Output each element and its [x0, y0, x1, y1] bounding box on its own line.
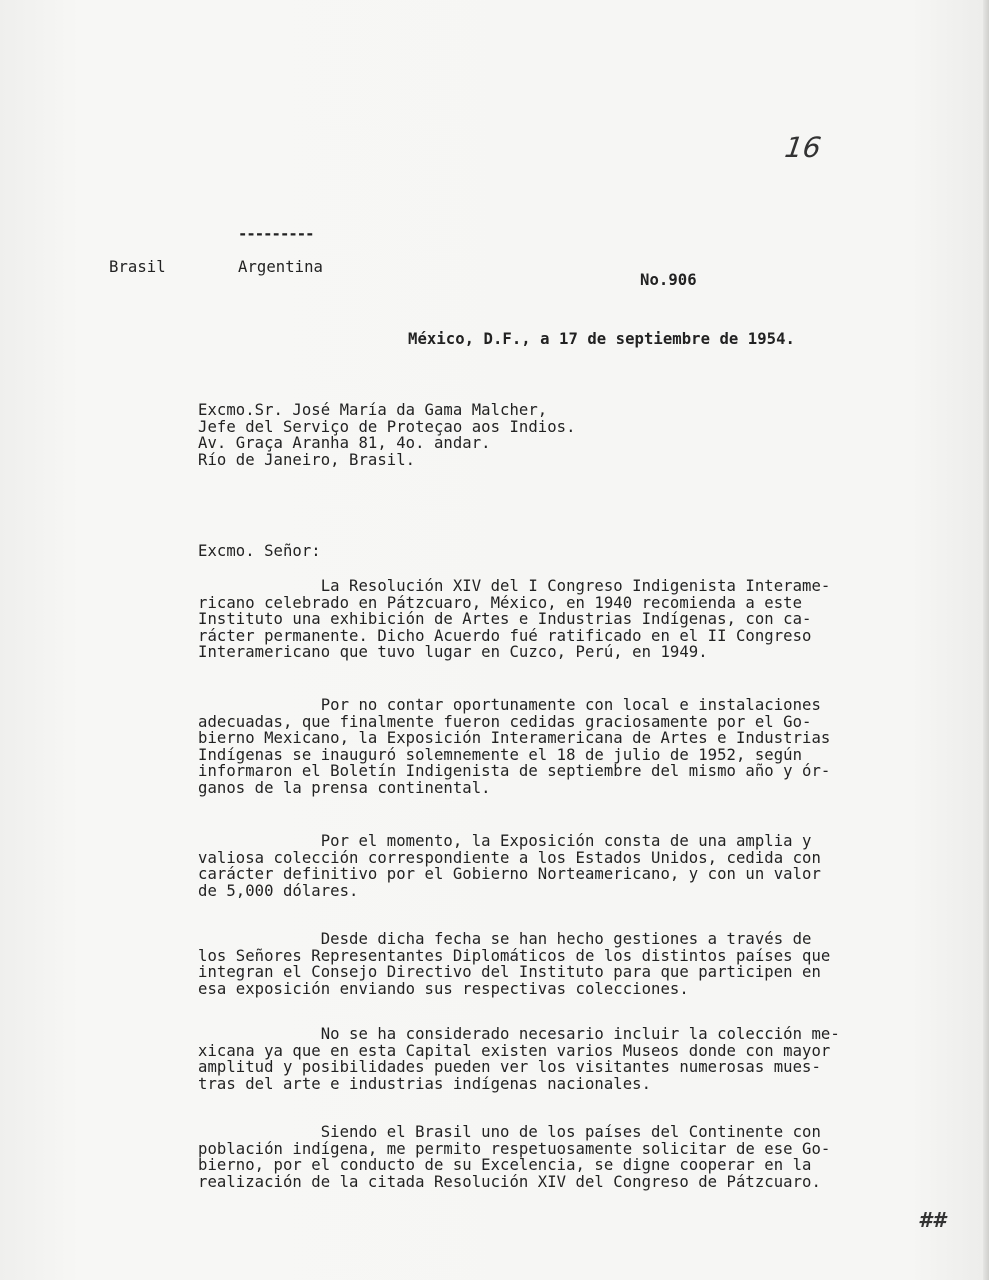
text-line: de 5,000 dólares.	[198, 881, 359, 900]
text-line: amplitud y posibilidades pueden ver los visitantes numerosas mues-	[198, 1058, 821, 1077]
text-line: tras del arte e industrias indígenas nacionales.	[198, 1074, 652, 1093]
text-line: Interamericano que tuvo lugar en Cuzco, Perú, en 1949.	[198, 643, 708, 662]
text-line: los Señores Representantes Diplomáticos de los distintos países que	[198, 946, 831, 965]
document-number: No.906	[640, 271, 697, 289]
text-line: Desde dicha fecha se han hecho gestiones a través de	[198, 930, 812, 948]
text-line: rácter permanente. Dicho Acuerdo fué ratificado en el II Congreso	[198, 626, 812, 645]
text-line: carácter definitivo por el Gobierno Norteamericano, y con un valor	[198, 865, 821, 884]
paragraph-4	[198, 931, 968, 997]
handwritten-page-number: 16	[782, 131, 824, 164]
paragraph-2	[198, 697, 968, 797]
text-line: ricano celebrado en Pátzcuaro, México, en 1940 recomienda a este	[198, 593, 803, 612]
text-line: esa exposición enviando sus respectivas colecciones.	[198, 979, 689, 998]
text-line: Siendo el Brasil uno de los países del Continente con	[198, 1123, 821, 1141]
text-line: Instituto una exhibición de Artes e Industrias Indígenas, con ca-	[198, 610, 812, 629]
text-line: Indígenas se inauguró solemnemente el 18 de julio de 1952, según	[198, 745, 803, 764]
text-line: Por no contar oportunamente con local e instalaciones	[198, 696, 821, 714]
text-line: población indígena, me permito respetuosamente solicitar de ese Go-	[198, 1139, 831, 1158]
paragraph-3	[198, 833, 968, 899]
country-brasil: Brasil	[109, 258, 166, 276]
text-line: integran el Consejo Directivo del Instituto para que participen en	[198, 963, 821, 982]
text-line: informaron el Boletín Indigenista de septiembre del mismo año y ór-	[198, 762, 831, 781]
page-edge-shadow	[983, 0, 989, 1280]
addressee-line: Río de Janeiro, Brasil.	[198, 450, 416, 469]
addressee-line: Excmo.Sr. José María da Gama Malcher,	[198, 401, 548, 419]
paragraph-1	[198, 578, 968, 661]
text-line: La Resolución XIV del I Congreso Indigenista Interame-	[198, 577, 831, 595]
text-line: bierno Mexicano, la Exposición Interamericana de Artes e Industrias	[198, 729, 831, 748]
addressee-block	[198, 402, 576, 468]
salutation: Excmo. Señor:	[198, 542, 321, 560]
text-line: realización de la citada Resolución XIV del Congreso de Pátzcuaro.	[198, 1172, 821, 1191]
text-line: No se ha considerado necesario incluir la colección me-	[198, 1025, 840, 1043]
header-dashes: ---------	[238, 225, 314, 243]
country-argentina: Argentina	[238, 258, 323, 276]
text-line: xicana ya que en esta Capital existen varios Museos donde con mayor	[198, 1041, 831, 1060]
paragraph-5	[198, 1026, 968, 1092]
date-line: México, D.F., a 17 de septiembre de 1954.	[408, 330, 795, 348]
text-line: valiosa colección correspondiente a los Estados Unidos, cedida con	[198, 848, 821, 867]
addressee-line: Jefe del Serviço de Proteçao aos Indios.	[198, 417, 576, 436]
text-line: ganos de la prensa continental.	[198, 778, 491, 797]
handwritten-closing-marks: ##	[918, 1208, 946, 1232]
paragraph-6	[198, 1124, 968, 1190]
addressee-line: Av. Graça Aranha 81, 4o. andar.	[198, 434, 491, 453]
text-line: adecuadas, que finalmente fueron cedidas graciosamente por el Go-	[198, 712, 812, 731]
text-line: bierno, por el conducto de su Excelencia, se digne cooperar en la	[198, 1156, 812, 1175]
text-line: Por el momento, la Exposición consta de una amplia y	[198, 832, 812, 850]
